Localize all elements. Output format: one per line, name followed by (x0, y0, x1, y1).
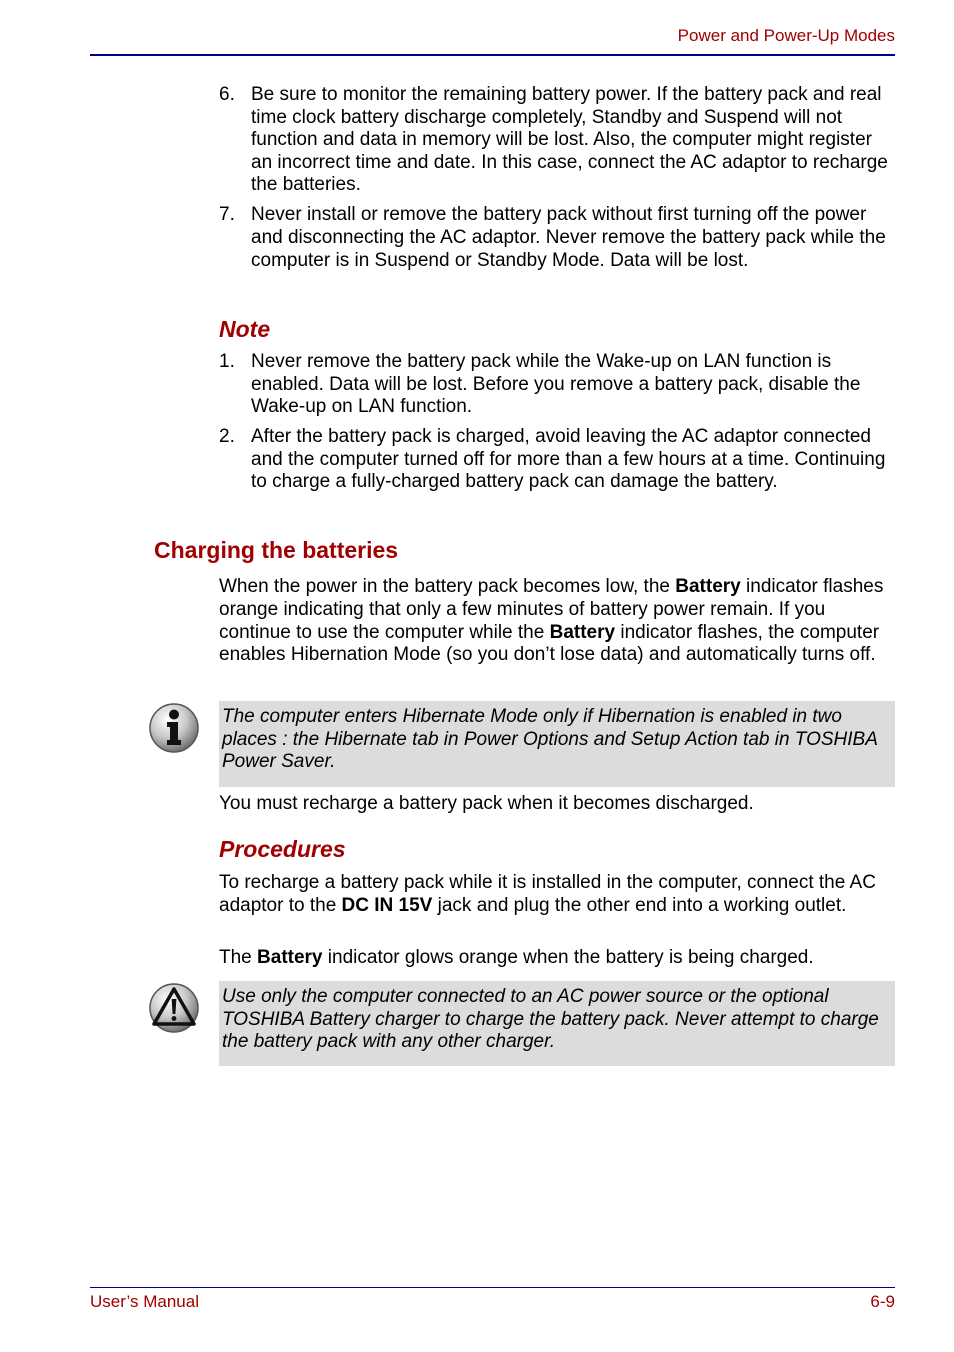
page-number: 6-9 (870, 1292, 895, 1311)
list-item-text: Never remove the battery pack while the Wake-up on LAN function is enabled. Data will be lost. Before you remove a battery pack, disable the Wake-up on LAN function. (251, 351, 861, 418)
procedures-text-4: indicator glows orange when the battery is being charged. (322, 947, 814, 968)
header-divider (90, 54, 895, 56)
dc-in-term: DC IN 15V (341, 894, 433, 916)
note-heading: Note (219, 316, 271, 342)
list-item-number: 6. (219, 84, 235, 105)
list-item-text: After the battery pack is charged, avoid leaving the AC adaptor connected and the computer turned off for more than a few hours at a time. Continuing to charge a fully-charged battery pack can damage the battery. (251, 426, 886, 493)
intro-text-3: indicator flashes, the computer enables Hibernation Mode (so you don’t lose data) and automatically turns off. (219, 621, 880, 666)
battery-term: Battery (675, 576, 741, 597)
section-heading: Charging the batteries (154, 537, 399, 563)
numbered-list-top (219, 84, 895, 280)
list-item-text: Never install or remove the battery pack without first turning off the power and disconnecting the AC adaptor. Never remove the battery pack while the computer is in Suspend or Standby Mode. Data will be lost. (251, 204, 886, 271)
procedures-text-3: The (219, 947, 258, 968)
procedures-paragraph-1 (219, 872, 895, 918)
list-item (219, 204, 895, 272)
warning-icon (148, 982, 200, 1034)
footer-manual-title: User’s Manual (90, 1292, 199, 1311)
battery-term: Battery (257, 947, 323, 968)
info-icon (148, 702, 200, 754)
battery-term: Battery (549, 621, 616, 643)
list-item-number: 1. (219, 351, 235, 372)
list-item-number: 2. (219, 426, 235, 448)
intro-text-2: indicator flashes orange indicating that only a few minutes of battery power remain. If you continue to use the computer while the (219, 576, 884, 643)
list-item (219, 84, 895, 197)
procedures-heading: Procedures (219, 836, 346, 862)
list-item-number: 7. (219, 204, 235, 226)
intro-text-1: When the power in the battery pack becomes low, the (219, 576, 676, 597)
info-note: The computer enters Hibernate Mode only if Hibernation is enabled in two places : the Hibernate tab in Power Options and Setup Action tab in TOSHIBA Power Saver. (219, 701, 895, 787)
warning-note: Use only the computer connected to an AC power source or the optional TOSHIBA Battery charger to charge the battery pack. Never attempt to charge the battery pack with any other charger. (219, 981, 895, 1066)
note-list (219, 351, 895, 502)
recharge-paragraph: You must recharge a battery pack when it becomes discharged. (219, 793, 754, 814)
procedures-text-2: jack and plug the other end into a working outlet. (432, 894, 847, 916)
intro-paragraph (219, 576, 895, 667)
footer-divider (90, 1287, 895, 1288)
procedures-paragraph-2 (219, 947, 895, 970)
list-item (219, 351, 895, 419)
list-item (219, 426, 895, 494)
procedures-text-1: To recharge a battery pack while it is installed in the computer, connect the AC adaptor to the (219, 872, 876, 916)
list-item-text: Be sure to monitor the remaining battery power. If the battery pack and real time clock battery discharge completely, Standby and Suspend will not function and data in memory will be lost. Also, the computer might register an incorrect time and date. In this case, connect the AC adaptor to recharge the batteries. (251, 84, 888, 196)
running-header: Power and Power-Up Modes (677, 26, 895, 45)
